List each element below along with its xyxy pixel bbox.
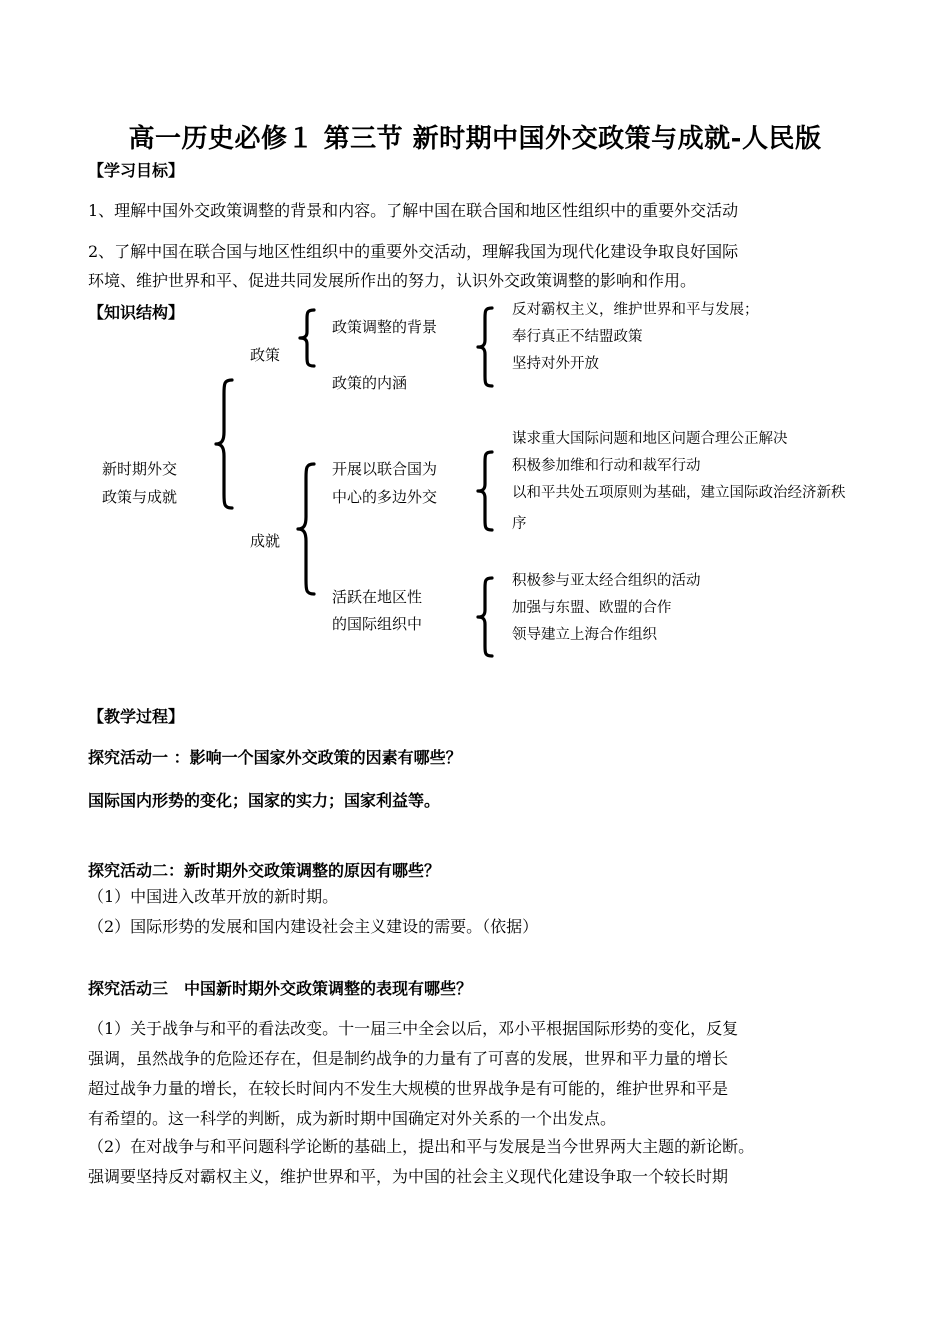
multilateral-point-1: 谋求重大国际问题和地区问题合理公正解决 bbox=[512, 431, 788, 447]
activity-1-answer: 国际国内形势的变化；国家的实力；国家利益等。 bbox=[88, 791, 441, 810]
objective-item-2-line-1: 2、了解中国在联合国与地区性组织中的重要外交活动，理解我国为现代化建设争取良好国际 bbox=[88, 242, 739, 261]
multilateral-points-brace bbox=[476, 450, 496, 532]
root-brace bbox=[214, 378, 236, 510]
activity-2-answer-1: （1）中国进入改革开放的新时期。 bbox=[88, 887, 339, 906]
achievements-label: 成就 bbox=[250, 532, 281, 550]
policy-points-brace bbox=[476, 306, 496, 388]
policy-label: 政策 bbox=[250, 346, 281, 364]
objective-item-1: 1、理解中国外交政策调整的背景和内容。了解中国在联合国和地区性组织中的重要外交活动 bbox=[88, 201, 739, 220]
regional-point-2: 加强与东盟、欧盟的合作 bbox=[512, 600, 672, 616]
knowledge-heading: 【知识结构】 bbox=[88, 303, 185, 322]
policy-background: 政策调整的背景 bbox=[332, 318, 438, 336]
objective-item-2-line-2: 环境、维护世界和平、促进共同发展所作出的努力，认识外交政策调整的影响和作用。 bbox=[88, 271, 697, 290]
activity-3-p1-line-4: 有希望的。这一科学的判断，成为新时期中国确定对外关系的一个出发点。 bbox=[88, 1109, 617, 1128]
process-heading: 【教学过程】 bbox=[88, 707, 185, 726]
regional-point-1: 积极参与亚太经合组织的活动 bbox=[512, 573, 701, 589]
regional-line-1: 活跃在地区性 bbox=[332, 588, 423, 606]
activity-2-question: 探究活动二：新时期外交政策调整的原因有哪些？ bbox=[88, 861, 441, 880]
policy-point-1: 反对霸权主义，维护世界和平与发展； bbox=[512, 302, 759, 318]
regional-point-3: 领导建立上海合作组织 bbox=[512, 627, 657, 643]
activity-2-answer-2: （2）国际形势的发展和国内建设社会主义建设的需要。（依据） bbox=[88, 917, 539, 936]
regional-line-2: 的国际组织中 bbox=[332, 615, 423, 633]
multilateral-point-4: 序 bbox=[512, 516, 527, 532]
multilateral-point-4-clip bbox=[512, 511, 552, 532]
multilateral-point-2: 积极参加维和行动和裁军行动 bbox=[512, 458, 701, 474]
activity-3-p1-line-1: （1）关于战争与和平的看法改变。十一届三中全会以后，邓小平根据国际形势的变化，反复 bbox=[88, 1019, 739, 1038]
policy-content: 政策的内涵 bbox=[332, 374, 408, 392]
page-title: 高一历史必修１ 第三节 新时期中国外交政策与成就-人民版 bbox=[128, 124, 822, 154]
activity-3-p1-line-2: 强调，虽然战争的危险还存在，但是制约战争的力量有了可喜的发展，世界和平力量的增长 bbox=[88, 1049, 729, 1068]
multilateral-point-3: 以和平共处五项原则为基础，建立国际政治经济新秩 bbox=[512, 485, 846, 501]
policy-brace bbox=[298, 308, 318, 368]
activity-3-question: 探究活动三 中国新时期外交政策调整的表现有哪些？ bbox=[88, 979, 473, 998]
activity-3-p2-line-1: （2）在对战争与和平问题科学论断的基础上，提出和平与发展是当今世界两大主题的新论断。 bbox=[88, 1137, 755, 1156]
achievements-brace bbox=[296, 462, 318, 596]
activity-3-p1-line-3: 超过战争力量的增长，在较长时间内不发生大规模的世界战争是有可能的，维护世界和平是 bbox=[88, 1079, 729, 1098]
regional-points-brace bbox=[476, 576, 496, 658]
activity-3-p2-line-2: 强调要坚持反对霸权主义，维护世界和平，为中国的社会主义现代化建设争取一个较长时期 bbox=[88, 1167, 729, 1186]
root-label-line-1: 新时期外交 bbox=[102, 460, 178, 478]
multilateral-line-1: 开展以联合国为 bbox=[332, 460, 438, 478]
policy-point-2: 奉行真正不结盟政策 bbox=[512, 329, 643, 345]
objectives-heading: 【学习目标】 bbox=[88, 161, 185, 180]
root-label-line-2: 政策与成就 bbox=[102, 488, 178, 506]
policy-point-3: 坚持对外开放 bbox=[512, 356, 599, 372]
multilateral-line-2: 中心的多边外交 bbox=[332, 488, 438, 506]
activity-1-question: 探究活动一 ：影响一个国家外交政策的因素有哪些？ bbox=[88, 748, 462, 767]
